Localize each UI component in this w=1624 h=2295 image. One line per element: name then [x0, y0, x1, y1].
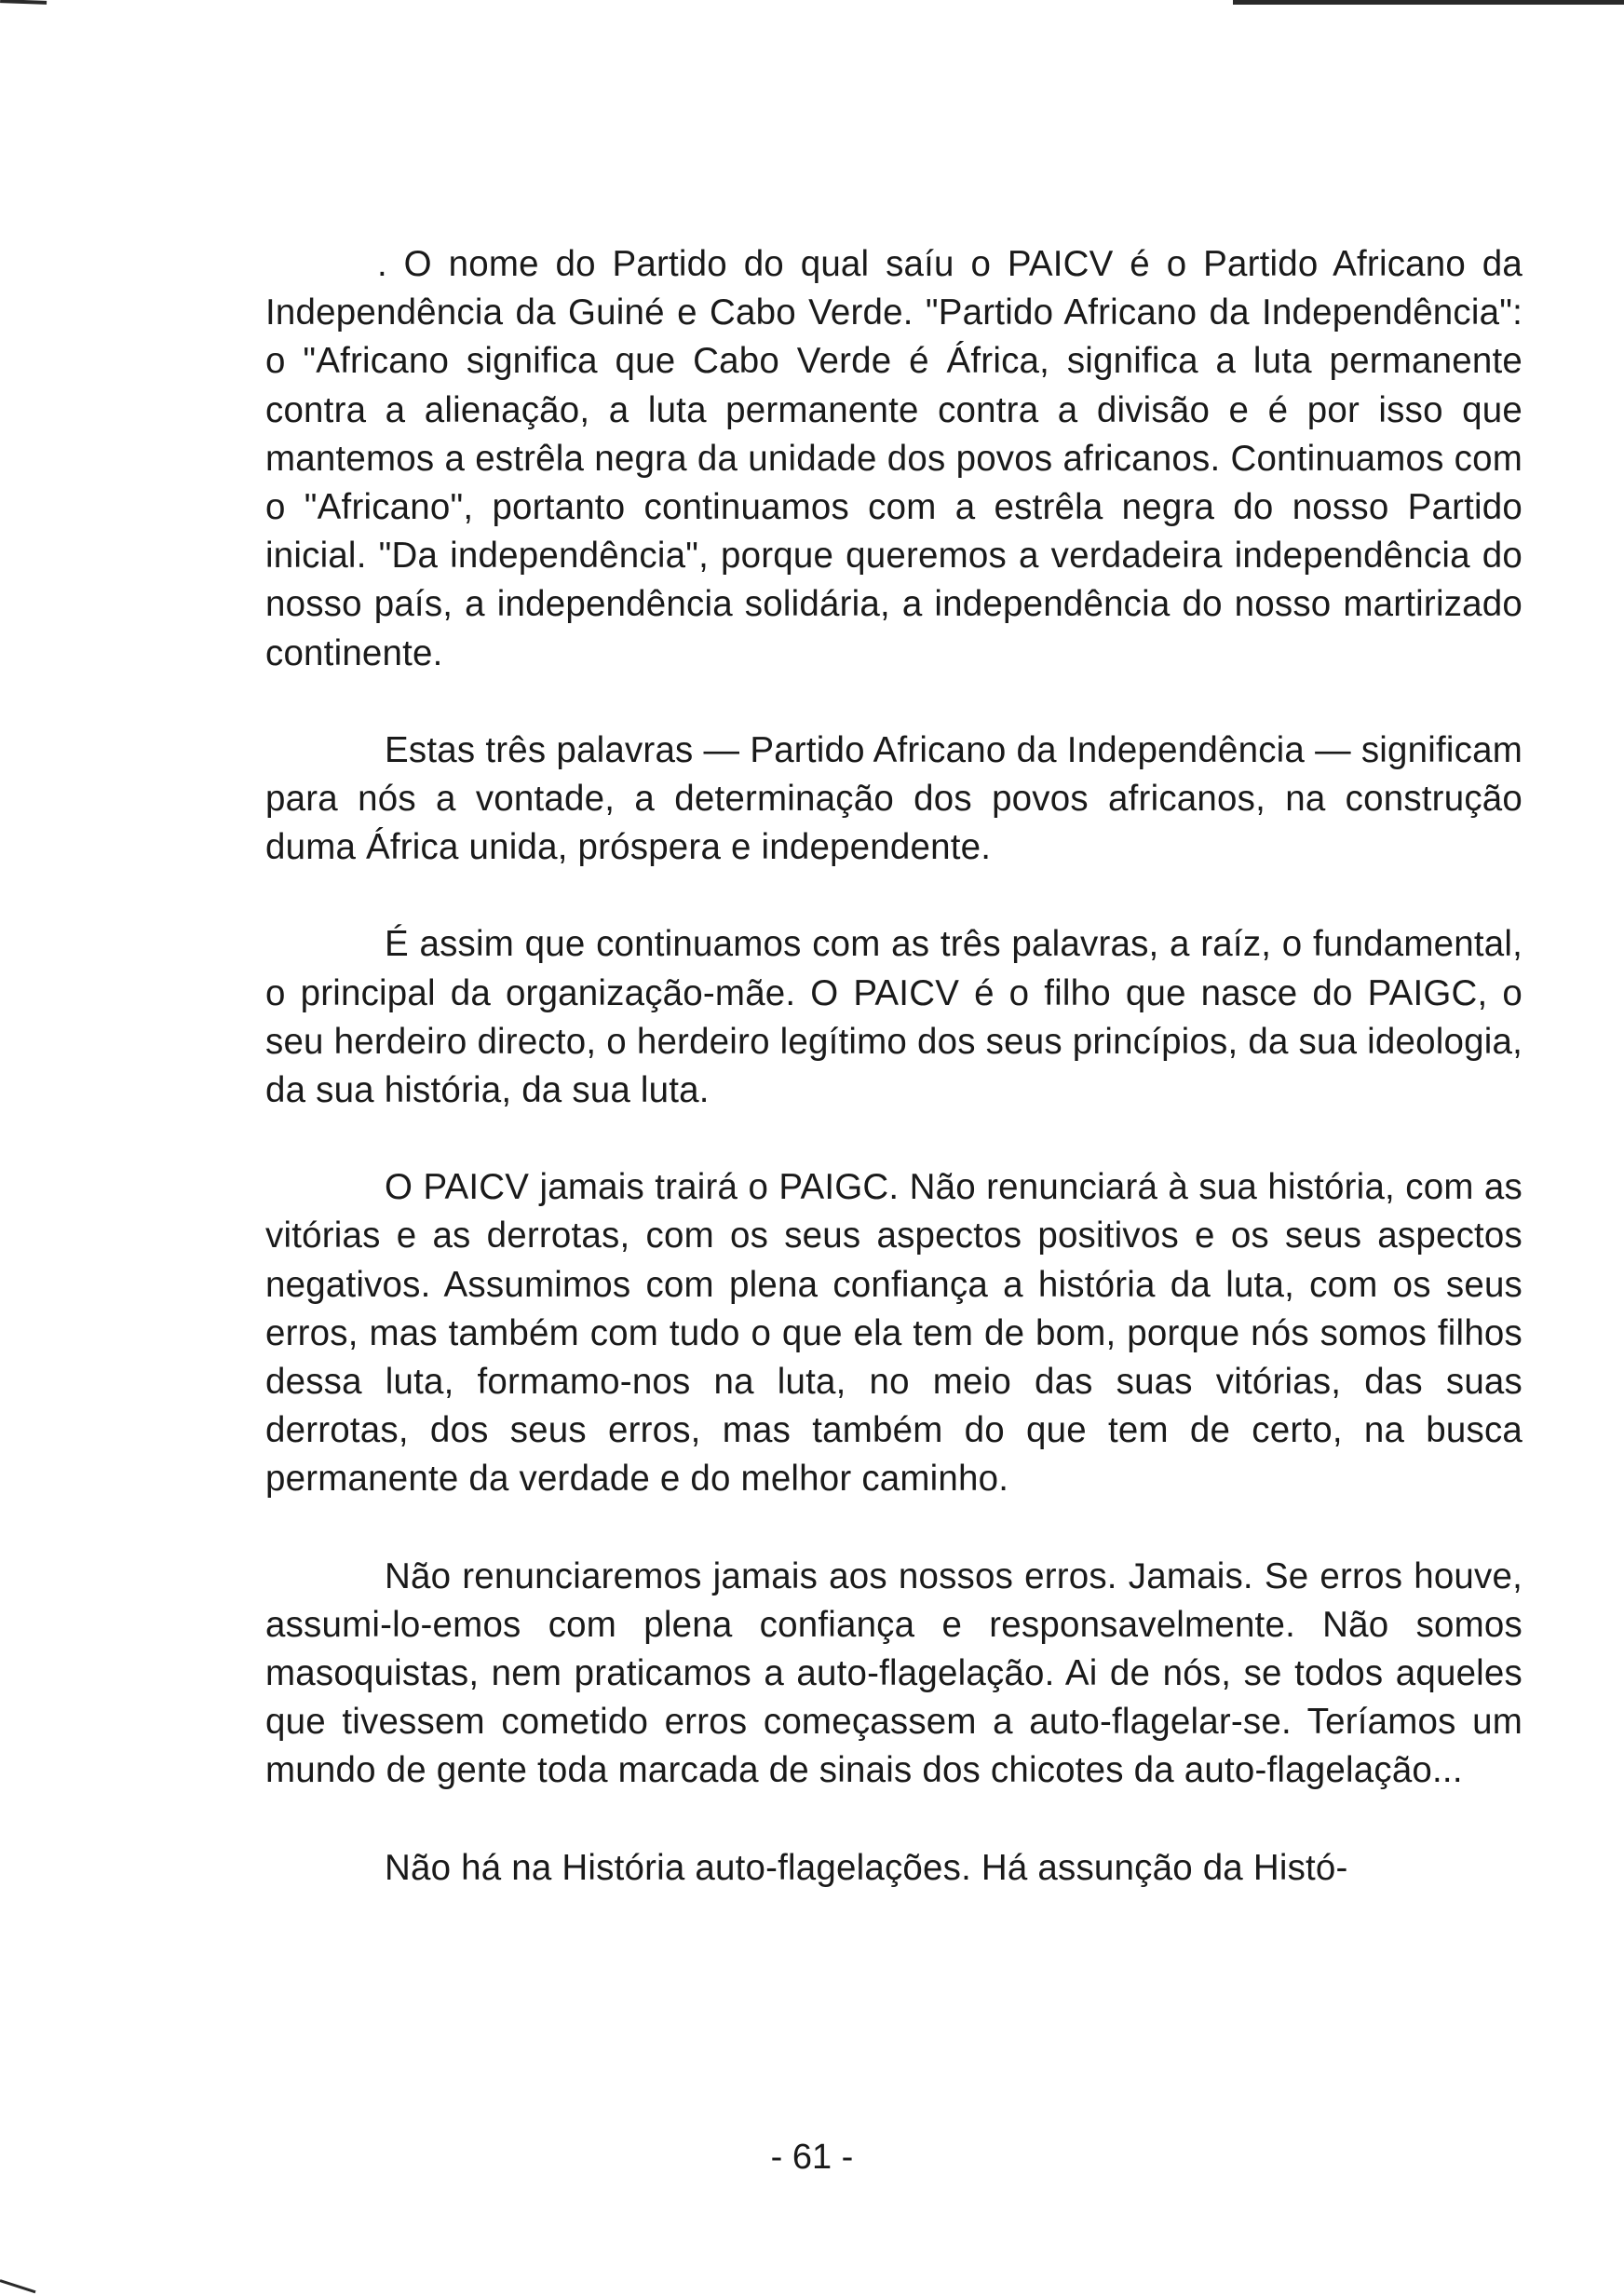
paragraph-1: . O nome do Partido do qual saíu o PAICV é o Partido Africano da Independência da Guiné e Cabo Verde. "Partido Africano da Independência": o "Africano significa que Cabo Verde é África, significa a luta permanente contra a alienação, a luta permanente contra a divisão e é por isso que mantemos a estrêla negra da unidade dos povos africanos. Continuamos com o "Africano", portanto continuamos com a estrêla negra do nosso Partido inicial. "Da independência", porque queremos a verdadeira independência do nosso país, a independência solidária, a independência do nosso martirizado continente. [265, 244, 1522, 673]
scan-artifact-top-edge [1233, 0, 1624, 5]
scan-artifact-bottom-left [0, 2279, 36, 2293]
body-text [265, 240, 1522, 1893]
scan-artifact-top-left [0, 0, 47, 10]
paragraph-2: Estas três palavras — Partido Africano da Independência — significam para nós a vontade, a determinação dos povos africanos, na construção duma África unida, próspera e independente. [265, 729, 1522, 868]
paragraph-6: Não há na História auto-flagelações. Há assunção da Histó- [385, 1847, 1348, 1888]
paragraph-5: Não renunciaremos jamais aos nossos erros. Jamais. Se erros houve, assumi-lo-emos com plena confiança e responsavelmente. Não somos masoquistas, nem praticamos a auto-flagelação. Ai de nós, se todos aqueles que tivessem cometido erros começassem a auto-flagelar-se. Teríamos um mundo de gente toda marcada de sinais dos chicotes da auto-flagelação... [265, 1555, 1522, 1791]
page-number: - 61 - [770, 2138, 854, 2177]
paragraph-3: É assim que continuamos com as três palavras, a raíz, o fundamental, o principal da organização-mãe. O PAICV é o filho que nasce do PAIGC, o seu herdeiro directo, o herdeiro legítimo dos seus princípios, da sua ideologia, da sua história, da sua luta. [265, 924, 1522, 1111]
paragraph-4: O PAICV jamais trairá o PAIGC. Não renunciará à sua história, com as vitórias e as derrotas, com os seus aspectos positivos e os seus aspectos negativos. Assumimos com plena confiança a história da luta, com os seus erros, mas também com tudo o que ela tem de bom, porque nós somos filhos dessa luta, formamo-nos na luta, no meio das suas vitórias, das suas derrotas, dos seus erros, mas também do que tem de certo, na busca permanente da verdade e do melhor caminho. [265, 1167, 1522, 1500]
